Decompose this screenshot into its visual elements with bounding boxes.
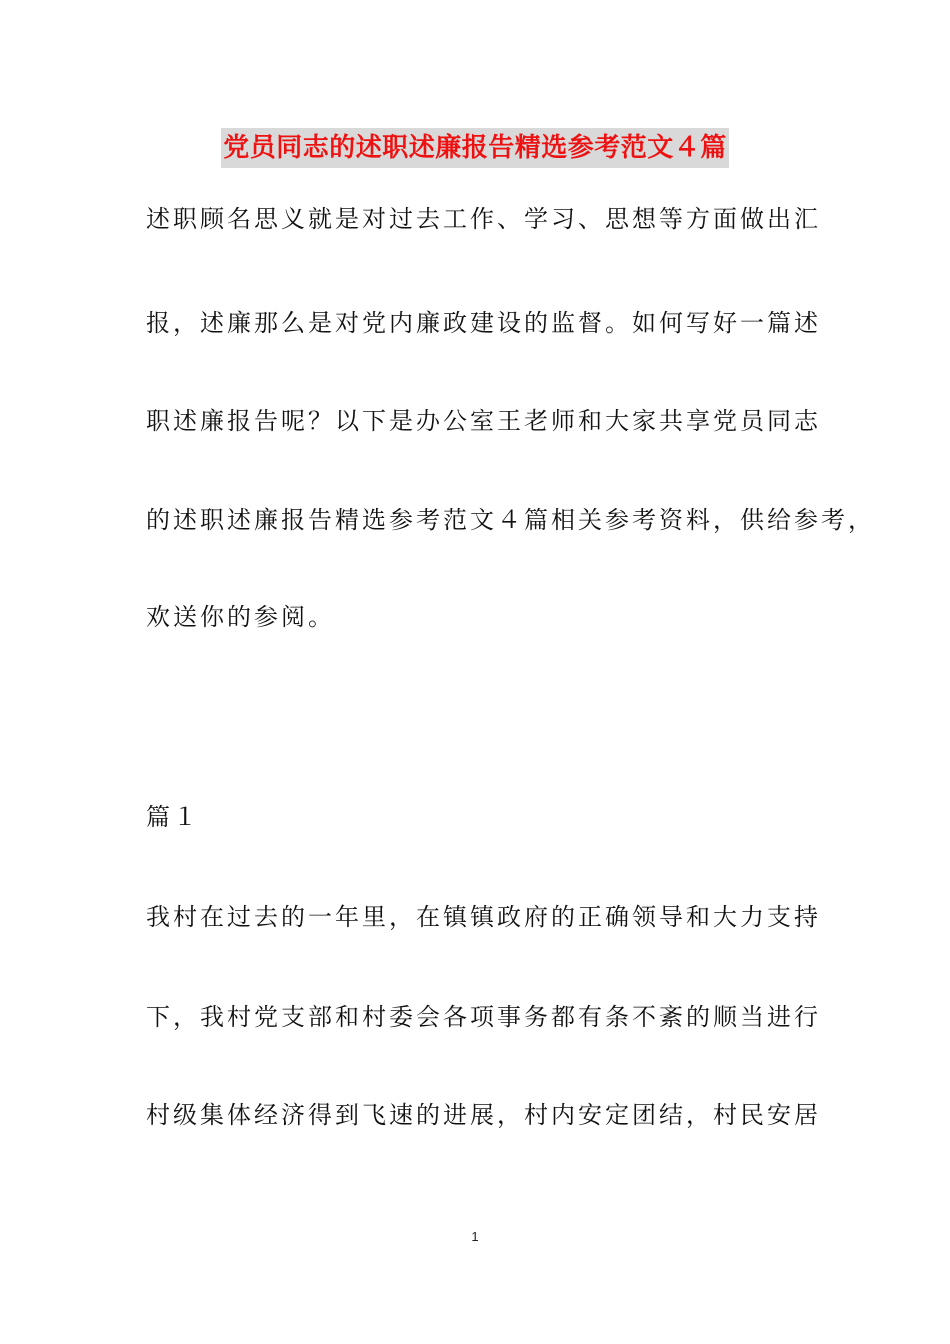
intro-line-1: 述职顾名思义就是对过去工作、学习、思想等方面做出汇 [146,205,821,233]
section-heading: 篇１ [146,803,200,831]
intro-line-4: 的述职述廉报告精选参考范文４篇相关参考资料，供给参考， [146,506,875,534]
document-title: 党员同志的述职述廉报告精选参考范文４篇 [221,128,729,168]
intro-line-5: 欢送你的参阅。 [146,603,335,631]
section-line-3: 村级集体经济得到飞速的进展，村内安定团结，村民安居 [146,1101,821,1129]
section-line-2: 下，我村党支部和村委会各项事务都有条不紊的顺当进行 [146,1003,821,1031]
intro-line-3: 职述廉报告呢？以下是办公室王老师和大家共享党员同志 [146,407,821,435]
section-line-1: 我村在过去的一年里，在镇镇政府的正确领导和大力支持 [146,903,821,931]
page-number: 1 [471,1229,479,1244]
title-container [0,128,950,168]
intro-line-2: 报，述廉那么是对党内廉政建设的监督。如何写好一篇述 [146,309,821,337]
